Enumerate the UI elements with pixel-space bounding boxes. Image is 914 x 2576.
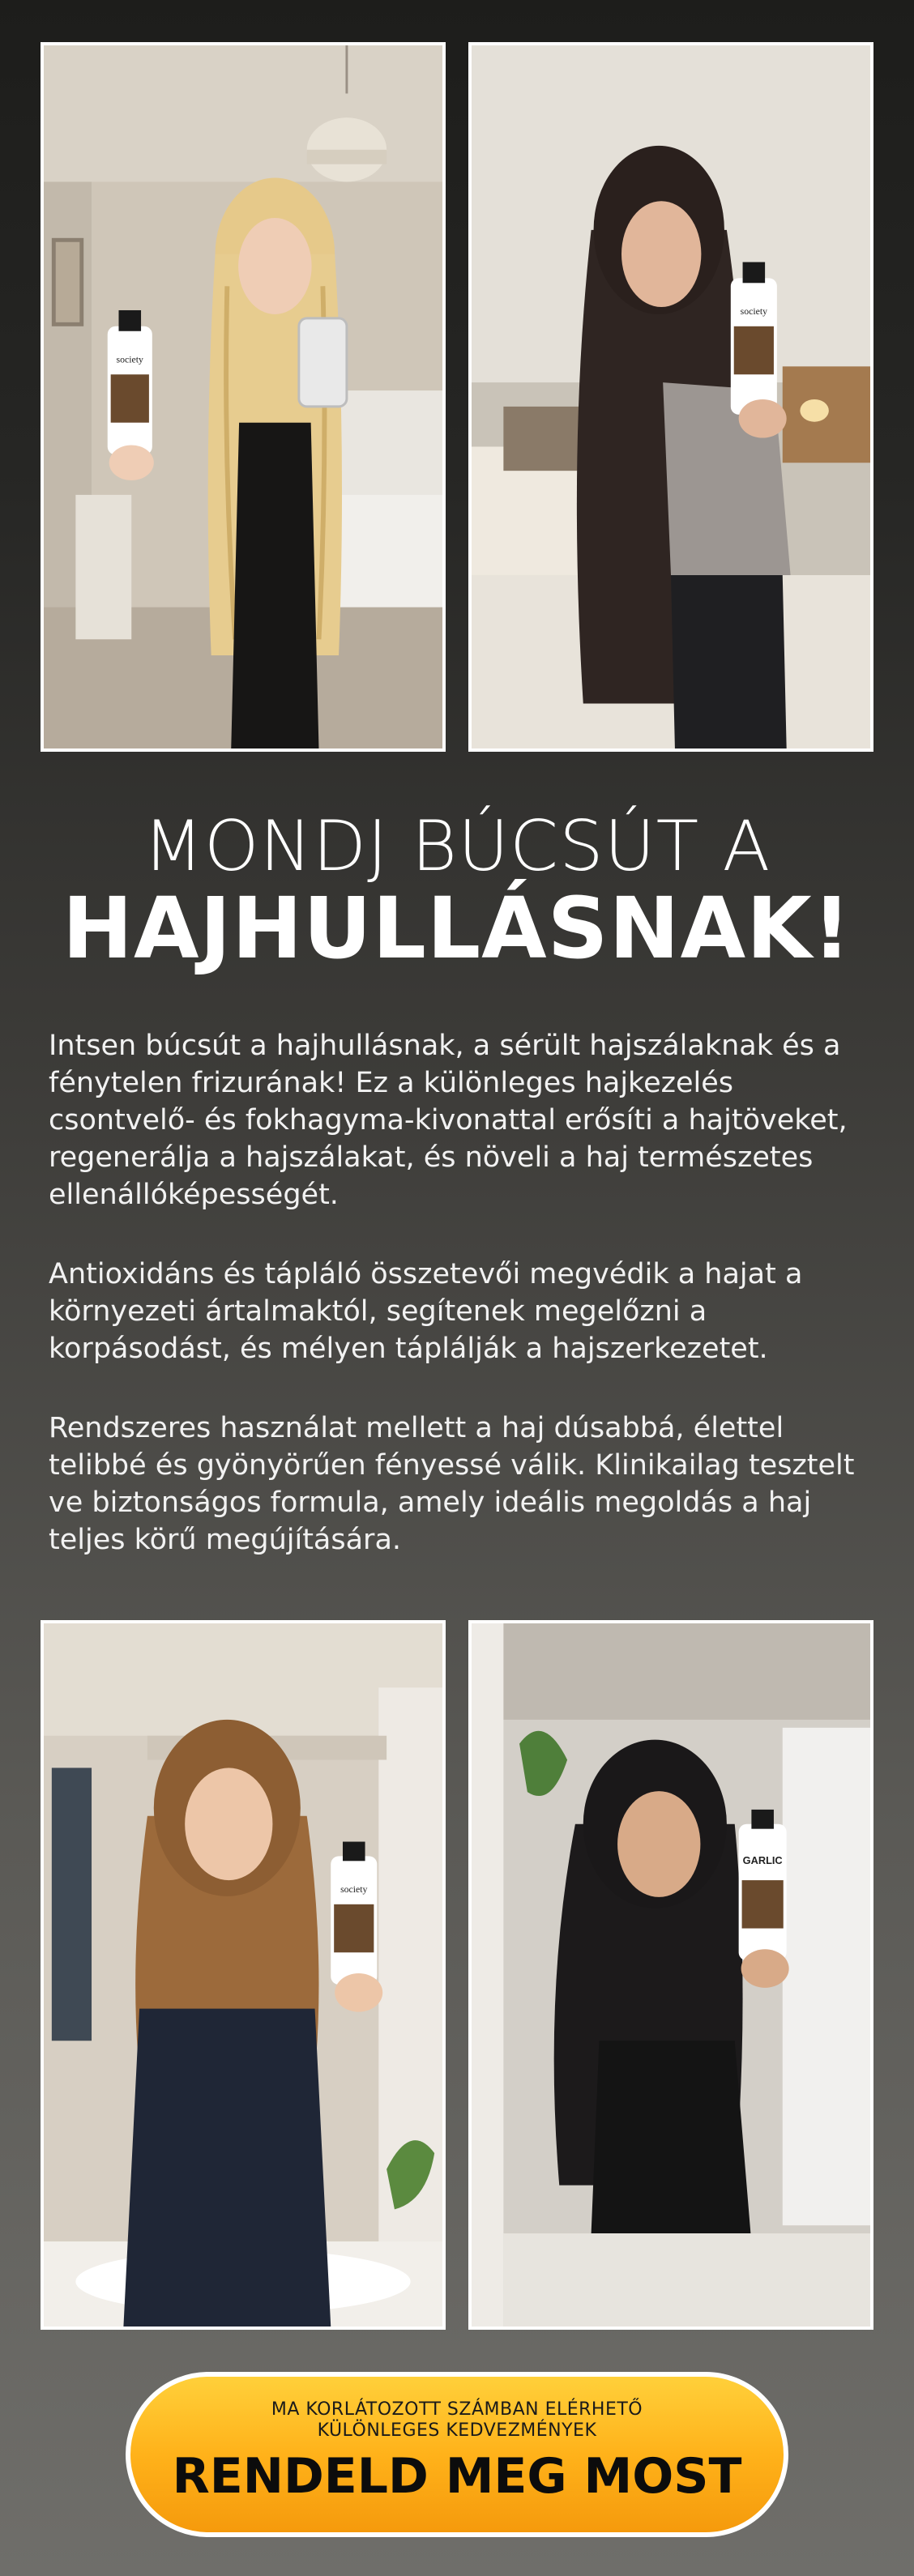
- testimonial-photo-dark-hair-bedroom: [468, 42, 873, 752]
- bottle-brand-label: society: [340, 1883, 368, 1895]
- cta-subtitle-line-2: KÜLÖNLEGES KEDVEZMÉNYEK: [317, 2420, 597, 2441]
- description-paragraph-1: Intsen búcsút a hajhullásnak, a sérült hajszálaknak és a fénytelen frizurának! Ez a különleges hajkezelés csontvelő- és fokhagyma-kivonattal erősíti a hajtöveket, regenerálja a hajszálakat, és növeli a haj természetes ellenállóképességét.: [49, 1030, 848, 1211]
- photo-dark-bedroom-illustration: [472, 45, 870, 748]
- order-now-button[interactable]: [126, 2372, 788, 2537]
- bottle-product-name: GARLIC: [742, 1854, 783, 1867]
- headline-line-2: HAJHULLÁSNAK!: [62, 879, 852, 978]
- description-paragraph-2: Antioxidáns és tápláló összetevői megvédik a hajat a környezeti ártalmaktól, segítenek megelőzni a korpásodást, és mélyen táplálják a hajszerkezetet.: [49, 1258, 803, 1365]
- photo-dark-bathroom-illustration: [472, 1623, 870, 2327]
- photo-blonde-illustration: [44, 45, 442, 748]
- testimonial-photo-blonde: [41, 42, 446, 752]
- cta-subtitle: [130, 2399, 784, 2442]
- headline-line-1: MONDJ BÚCSÚT A: [143, 806, 771, 887]
- testimonial-photo-brunette-bathroom: [41, 1620, 446, 2330]
- description-paragraph-3: Rendszeres használat mellett a haj dúsabbá, élettel telibbé és gyönyörűen fényessé válik. Klinikailag tesztelt ve biztonságos formula, amely ideális megoldás a haj teljes körű megújítására.: [49, 1412, 855, 1556]
- testimonial-photo-dark-hair-bathroom: [468, 1620, 873, 2330]
- bottle-brand-label: society: [740, 305, 768, 317]
- photo-brunette-illustration: [44, 1623, 442, 2327]
- bottle-brand-label: society: [116, 353, 143, 365]
- cta-subtitle-line-1: MA KORLÁTOZOTT SZÁMBAN ELÉRHETŐ: [271, 2399, 643, 2420]
- cta-label: RENDELD MEG MOST: [172, 2448, 742, 2505]
